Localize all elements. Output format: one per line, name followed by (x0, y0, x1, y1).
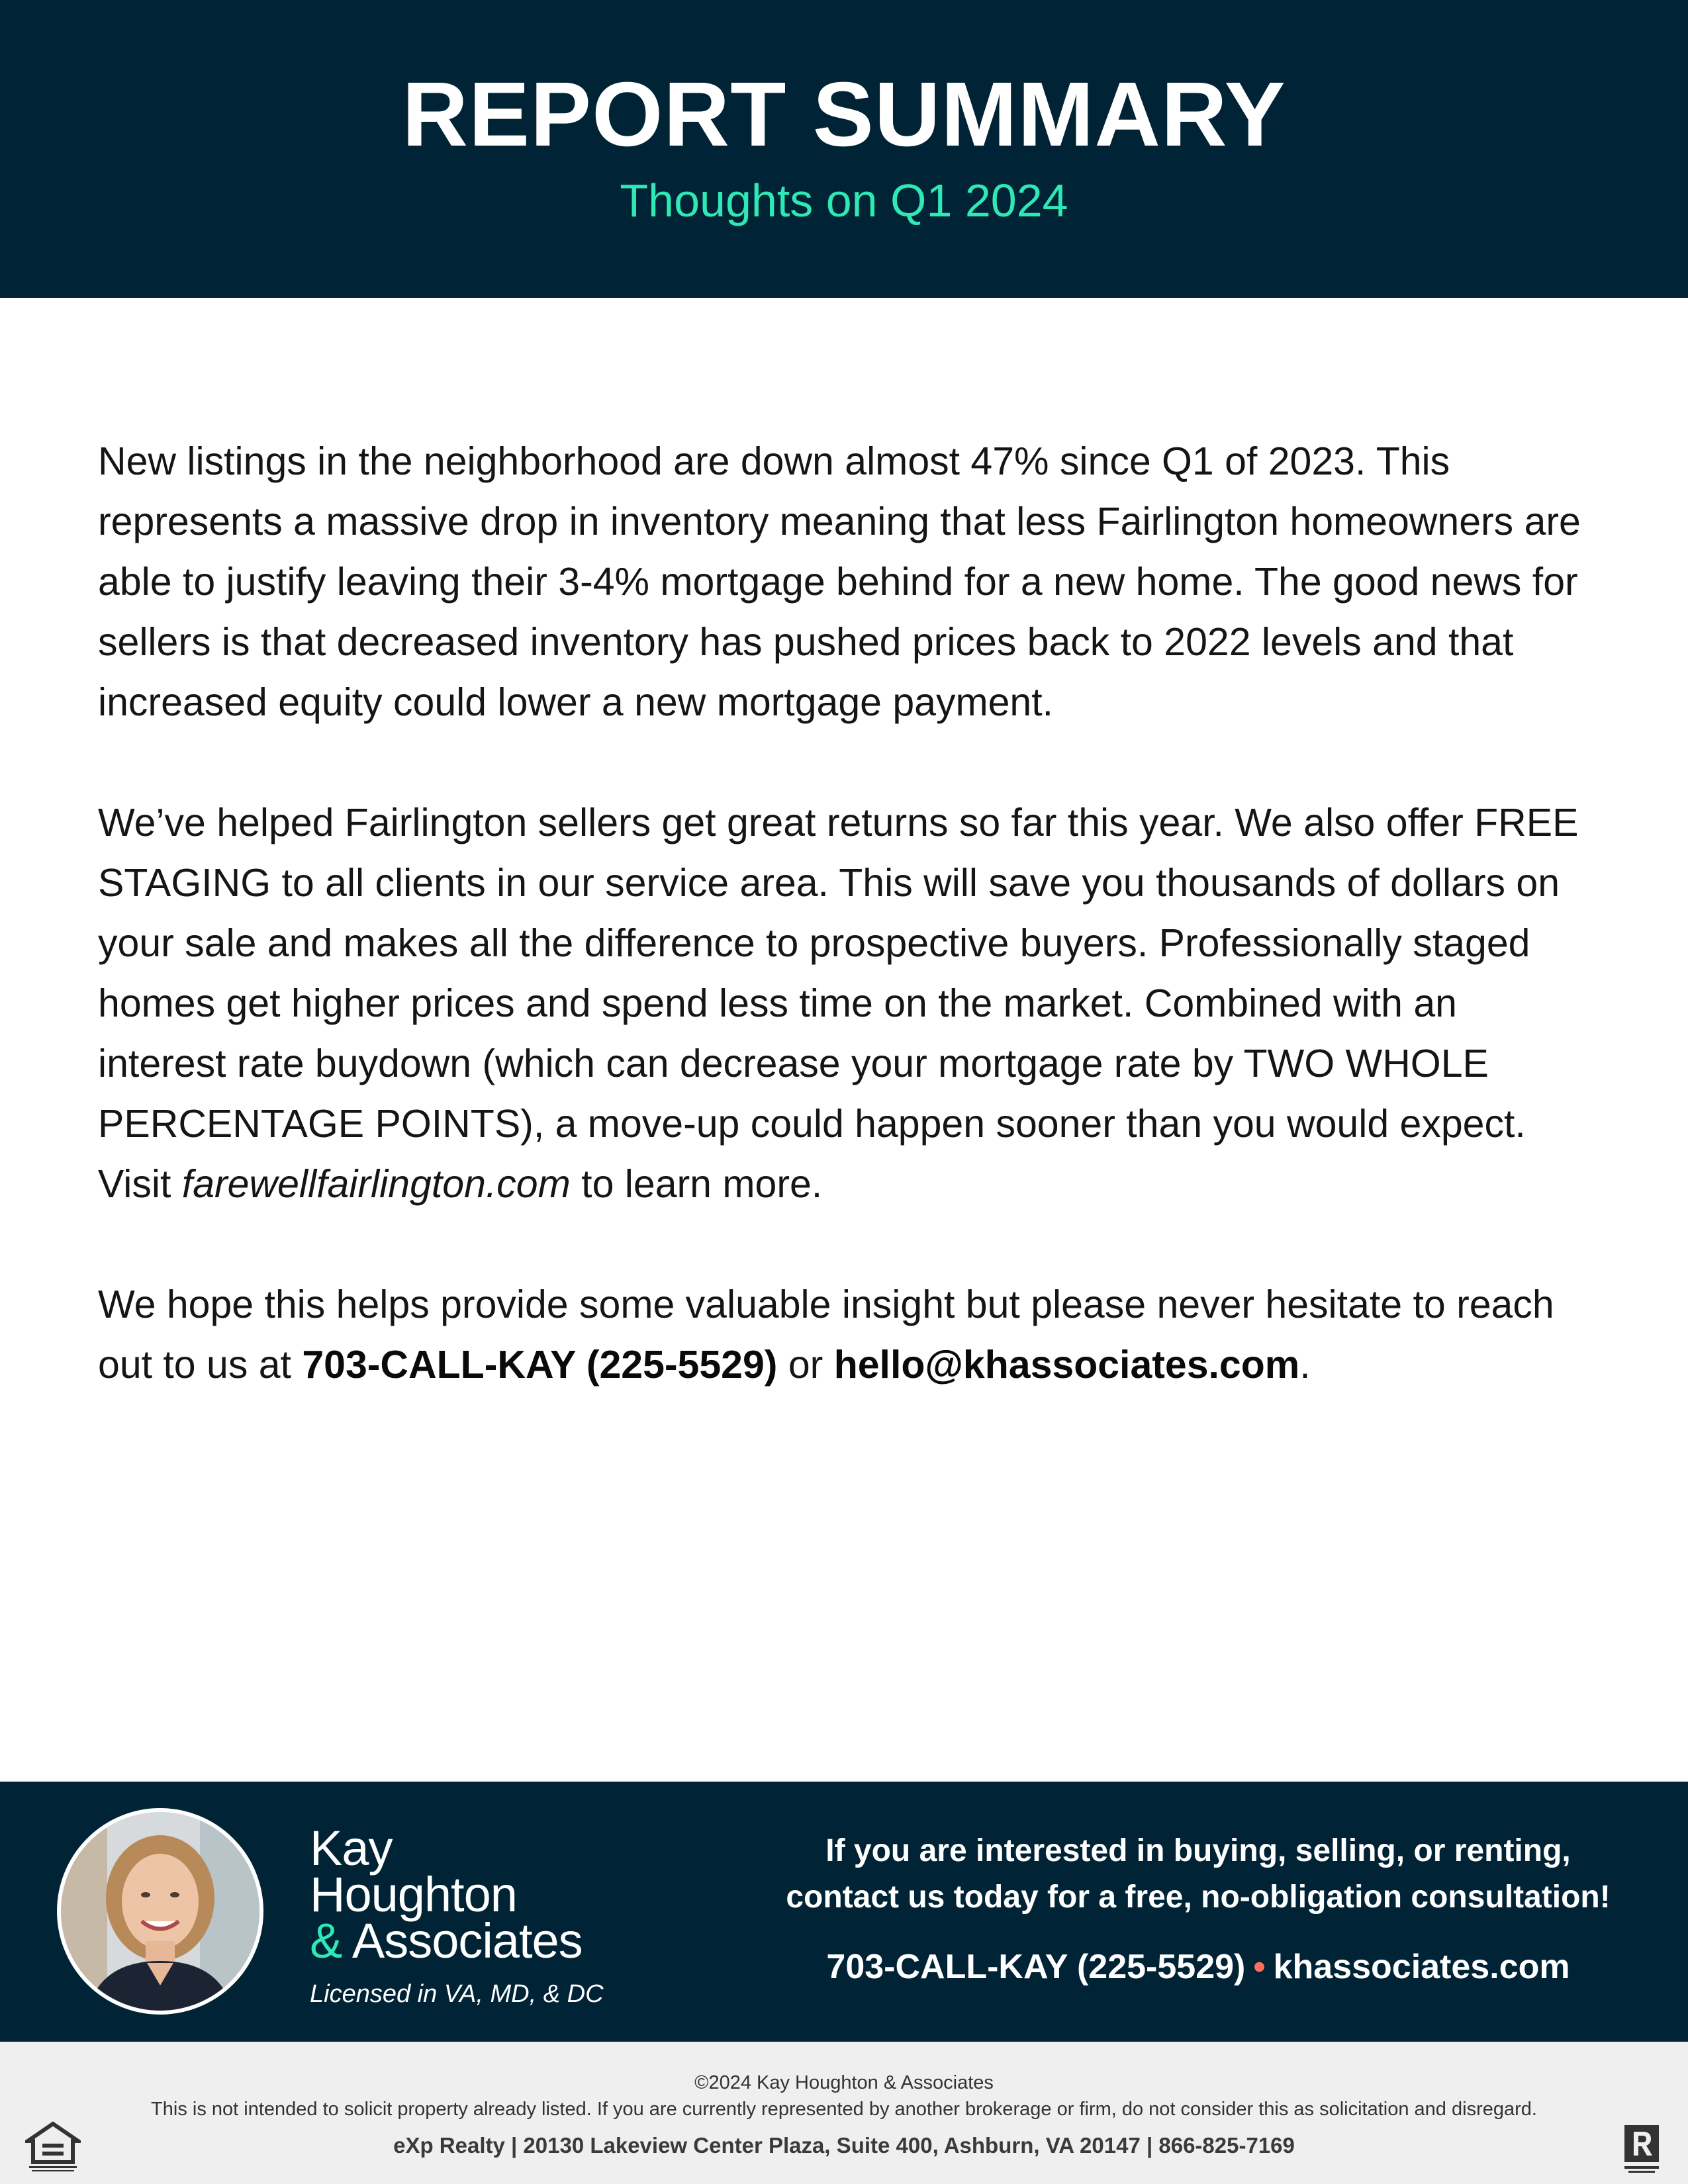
agent-portrait-icon (61, 1812, 259, 2011)
page-title: REPORT SUMMARY (402, 64, 1286, 165)
website-link-farewellfairlington[interactable]: farewellfairlington.com (181, 1162, 571, 1206)
disclaimer-text: This is not intended to solicit property already listed. If you are currently represented by another brokerage or firm, do not consider this as solicitation and disregard. (151, 2099, 1537, 2120)
cta-contact-row (728, 1947, 1668, 1987)
page-subtitle: Thoughts on Q1 2024 (620, 175, 1068, 226)
brand-ampersand: & (310, 1913, 342, 1968)
call-to-action (728, 1828, 1668, 1987)
paragraph-staging (98, 793, 1594, 1214)
cta-line-2: contact us today for a free, no-obligation consultation! (786, 1880, 1611, 1915)
email-link[interactable]: hello@khassociates.com (833, 1343, 1300, 1387)
license-text: Licensed in VA, MD, & DC (310, 1980, 604, 2008)
cta-website-link[interactable]: khassociates.com (1273, 1948, 1570, 1986)
paragraph-inventory: New listings in the neighborhood are down almost 47% since Q1 of 2023. This represents a massive drop in inventory meaning that less Fairlington homeowners are able to justify leaving their 3-4% mortgage behind for a new home. The good news for sellers is that decreased inventory has pushed prices back to 2022 levels and that increased equity could lower a new mortgage payment. (98, 439, 1581, 724)
separator-dot: • (1253, 1948, 1266, 1986)
report-body (98, 432, 1594, 1455)
cta-phone-link[interactable]: 703-CALL-KAY (225-5529) (826, 1948, 1246, 1986)
paragraph-contact-text: We hope this helps provide some valuable insight but please never hesitate to reach out to us at (98, 1283, 1554, 1387)
paragraph-contact (98, 1275, 1594, 1395)
paragraph-contact-end: . (1299, 1343, 1311, 1387)
brand-associates-text: Associates (342, 1913, 583, 1968)
brand-name-kay: Kay (310, 1821, 393, 1876)
paragraph-staging-end: to learn more. (570, 1162, 823, 1206)
copyright-text: ©2024 Kay Houghton & Associates (694, 2072, 994, 2093)
brand-name-associates (310, 1913, 604, 1968)
realtor-icon (1620, 2122, 1663, 2175)
phone-link[interactable]: 703-CALL-KAY (225-5529) (302, 1343, 778, 1387)
brand-logo (310, 1821, 604, 2009)
brand-name-houghton: Houghton (310, 1867, 517, 1922)
contact-footer (0, 1782, 1688, 2042)
cta-line-1: If you are interested in buying, selling, or renting, (825, 1833, 1571, 1868)
paragraph-staging-text: We’ve helped Fairlington sellers get great returns so far this year. We also offer FREE STAGING to all clients in our service area. This will save you thousands of dollars on your sale and makes all the difference to prospective buyers. Professionally staged homes get higher prices and spend less time on the market. Combined with an interest rate buydown (which can decrease your mortgage rate by TWO WHOLE PERCENTAGE POINTS), a move-up could happen sooner than you would expect. Visit (98, 801, 1579, 1206)
brokerage-address: eXp Realty | 20130 Lakeview Center Plaza, Suite 400, Ashburn, VA 20147 | 866-825-7169 (393, 2133, 1295, 2158)
agent-avatar (57, 1808, 263, 2015)
report-header (0, 0, 1688, 298)
paragraph-contact-or: or (777, 1343, 834, 1387)
legal-footer (0, 2042, 1688, 2184)
